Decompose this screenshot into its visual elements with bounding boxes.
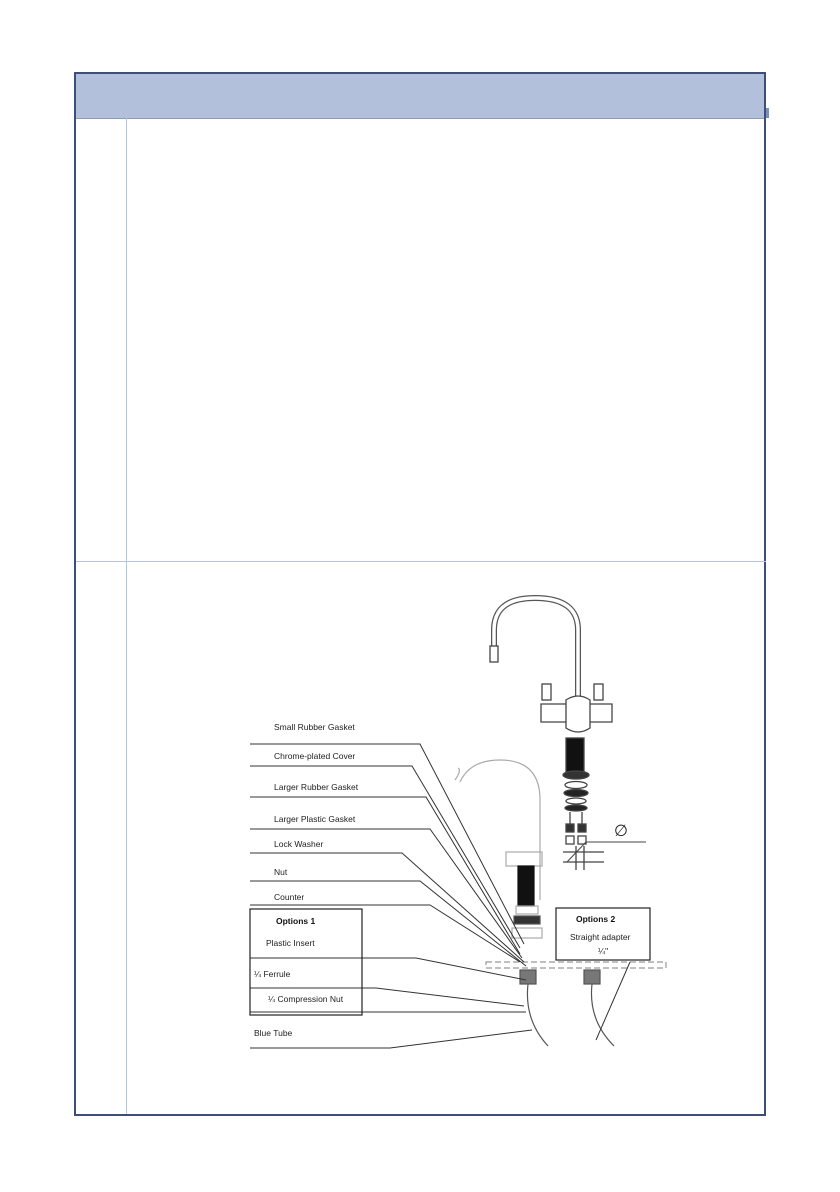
label-plastic-insert: Plastic Insert	[266, 938, 315, 948]
label-lock-washer: Lock Washer	[274, 839, 324, 849]
label-counter: Counter	[274, 892, 305, 902]
installed-faucet-ghost	[455, 760, 666, 1046]
label-small-rubber-gasket: Small Rubber Gasket	[274, 722, 355, 732]
diameter-symbol: ∅	[614, 823, 628, 840]
label-ferrule: ¼ Ferrule	[254, 969, 291, 979]
label-larger-rubber-gasket: Larger Rubber Gasket	[274, 782, 359, 792]
label-blue-tube: Blue Tube	[254, 1028, 293, 1038]
label-options2: Options 2	[576, 914, 616, 924]
label-chrome-plated-cover: Chrome-plated Cover	[274, 751, 356, 761]
label-straight-adapter: Straight adapter	[570, 932, 631, 942]
label-nut: Nut	[274, 867, 288, 877]
label-larger-plastic-gasket: Larger Plastic Gasket	[274, 814, 356, 824]
label-compression-nut: ¼ Compression Nut	[268, 994, 344, 1004]
label-options1: Options 1	[276, 916, 316, 926]
label-straight-adapter-size: ¼"	[598, 946, 609, 956]
